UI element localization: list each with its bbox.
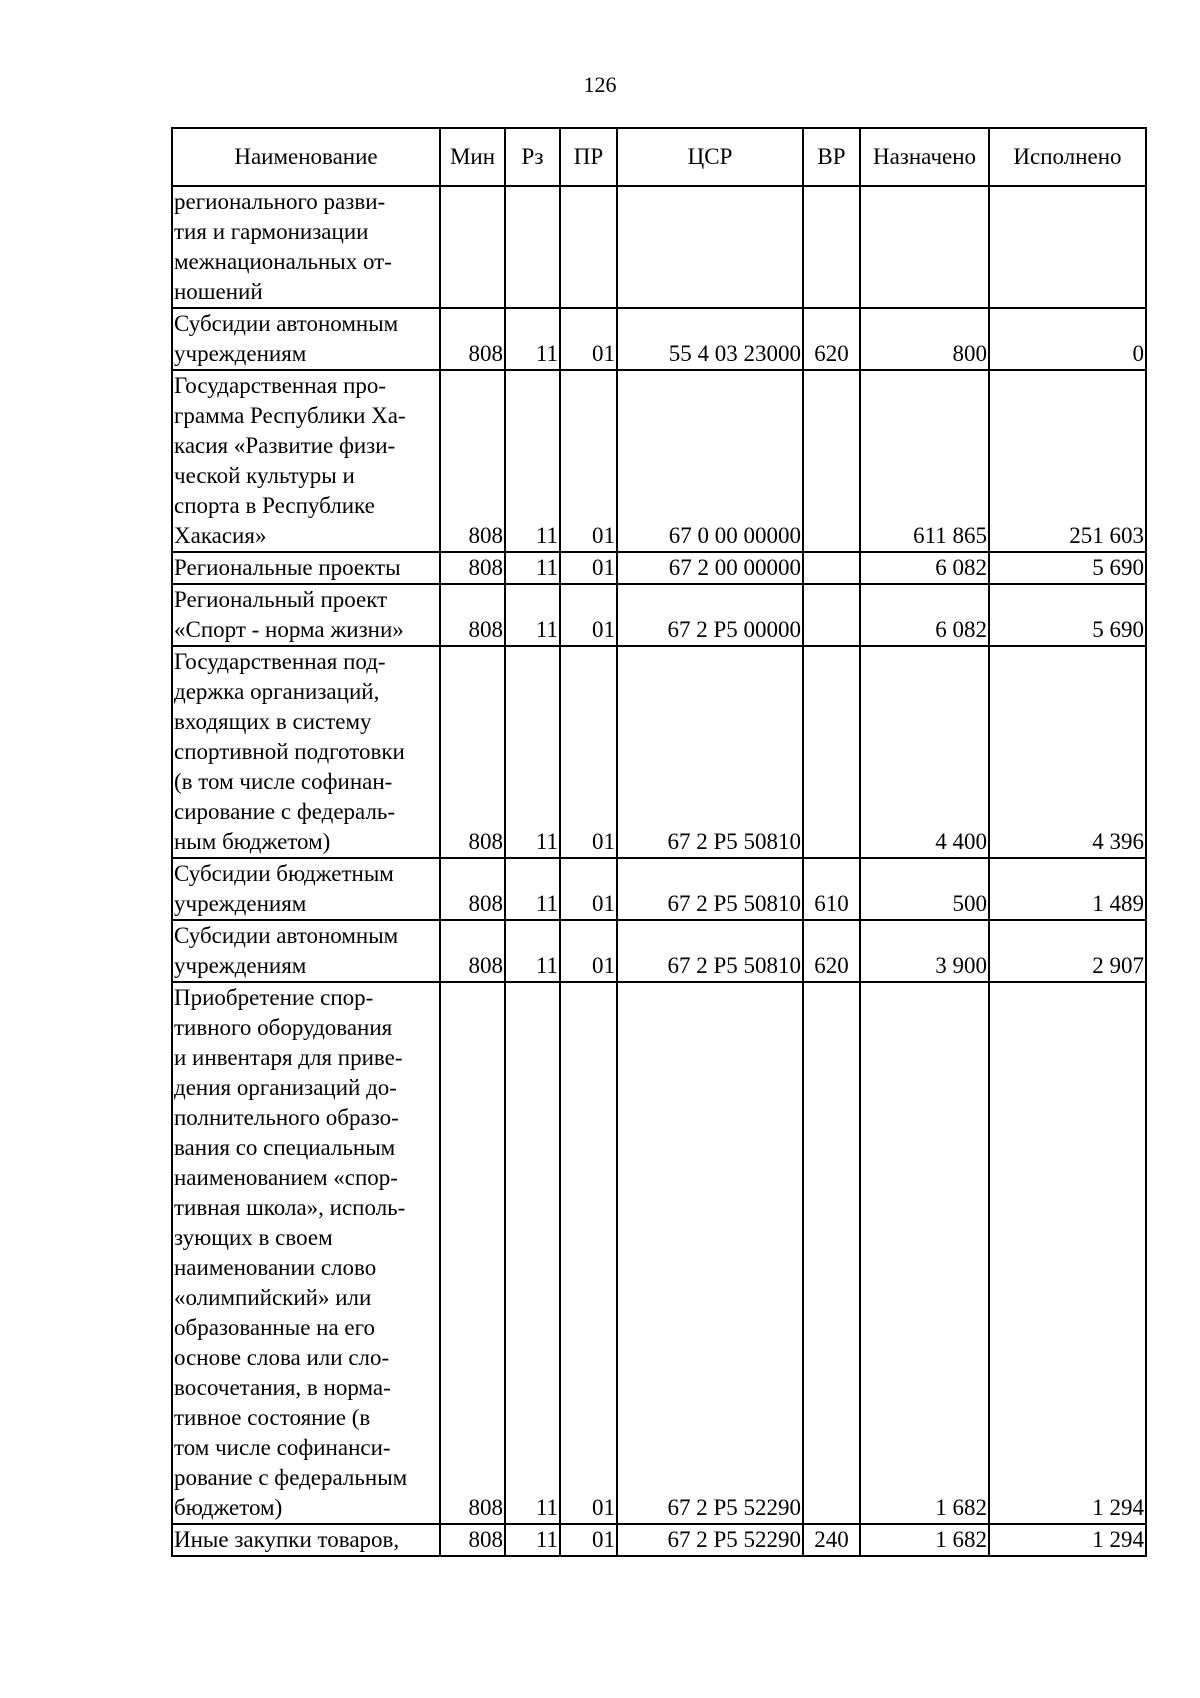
cell-vr xyxy=(803,584,860,646)
cell-pr: 01 xyxy=(560,308,617,370)
cell-assigned: 6 082 xyxy=(860,552,989,584)
header-name: Наименование xyxy=(172,128,440,186)
cell-vr xyxy=(803,370,860,552)
header-csr: ЦСР xyxy=(617,128,803,186)
cell-assigned: 500 xyxy=(860,858,989,920)
cell-executed: 1 294 xyxy=(989,1524,1146,1556)
cell-rz: 11 xyxy=(505,552,560,584)
cell-min: 808 xyxy=(440,646,505,858)
table-row xyxy=(172,920,1146,982)
cell-csr: 67 2 P5 00000 xyxy=(617,584,803,646)
cell-vr: 620 xyxy=(803,920,860,982)
cell-vr xyxy=(803,646,860,858)
cell-rz: 11 xyxy=(505,584,560,646)
cell-pr: 01 xyxy=(560,858,617,920)
table-row xyxy=(172,646,1146,858)
table-row xyxy=(172,308,1146,370)
cell-rz: 11 xyxy=(505,920,560,982)
cell-name: Приобретение спор- тивного оборудования и инвентаря для приве- дения организаций до- полнительного образо- вания со специальным наименованием «спор- тивная школа», исполь- зующих в своем наименовании слово «олимпийский» или образованные на его основе слова или сло- восочетания, в норма- тивное состояние (в том числе софинанси- рование с федеральным бюджетом) xyxy=(172,982,440,1524)
header-row xyxy=(172,128,1146,186)
cell-vr xyxy=(803,186,860,308)
header-rz: Рз xyxy=(505,128,560,186)
cell-name: регионального разви- тия и гармонизации межнациональных от- ношений xyxy=(172,186,440,308)
header-min: Мин xyxy=(440,128,505,186)
cell-assigned xyxy=(860,186,989,308)
cell-assigned: 4 400 xyxy=(860,646,989,858)
cell-rz xyxy=(505,186,560,308)
table-row xyxy=(172,552,1146,584)
cell-min: 808 xyxy=(440,1524,505,1556)
cell-name: Государственная про- грамма Республики Ха- касия «Развитие физи- ческой культуры и спорта в Республике Хакасия» xyxy=(172,370,440,552)
cell-executed xyxy=(989,186,1146,308)
cell-min xyxy=(440,186,505,308)
cell-assigned: 3 900 xyxy=(860,920,989,982)
cell-vr: 240 xyxy=(803,1524,860,1556)
table-row xyxy=(172,982,1146,1524)
cell-rz: 11 xyxy=(505,1524,560,1556)
cell-min: 808 xyxy=(440,920,505,982)
cell-rz: 11 xyxy=(505,982,560,1524)
cell-rz: 11 xyxy=(505,308,560,370)
cell-min: 808 xyxy=(440,552,505,584)
cell-csr: 67 2 00 00000 xyxy=(617,552,803,584)
cell-vr xyxy=(803,552,860,584)
cell-min: 808 xyxy=(440,982,505,1524)
cell-name: Субсидии автономным учреждениям xyxy=(172,920,440,982)
cell-min: 808 xyxy=(440,370,505,552)
cell-name: Региональные проекты xyxy=(172,552,440,584)
cell-name: Региональный проект «Спорт - норма жизни» xyxy=(172,584,440,646)
cell-csr xyxy=(617,186,803,308)
header-pr: ПР xyxy=(560,128,617,186)
cell-assigned: 1 682 xyxy=(860,1524,989,1556)
header-assigned: Назначено xyxy=(860,128,989,186)
cell-assigned: 800 xyxy=(860,308,989,370)
cell-pr: 01 xyxy=(560,1524,617,1556)
cell-name: Субсидии бюджетным учреждениям xyxy=(172,858,440,920)
cell-csr: 67 0 00 00000 xyxy=(617,370,803,552)
cell-vr: 610 xyxy=(803,858,860,920)
cell-executed: 251 603 xyxy=(989,370,1146,552)
table-row xyxy=(172,584,1146,646)
cell-name: Субсидии автономным учреждениям xyxy=(172,308,440,370)
cell-csr: 67 2 P5 52290 xyxy=(617,982,803,1524)
page-number: 126 xyxy=(583,72,617,97)
table-row xyxy=(172,186,1146,308)
cell-pr: 01 xyxy=(560,584,617,646)
cell-rz: 11 xyxy=(505,858,560,920)
header-vr: ВР xyxy=(803,128,860,186)
table-row xyxy=(172,1524,1146,1556)
cell-pr xyxy=(560,186,617,308)
header-executed: Исполнено xyxy=(989,128,1146,186)
cell-csr: 67 2 P5 52290 xyxy=(617,1524,803,1556)
cell-min: 808 xyxy=(440,584,505,646)
cell-min: 808 xyxy=(440,308,505,370)
cell-csr: 67 2 P5 50810 xyxy=(617,858,803,920)
cell-csr: 67 2 P5 50810 xyxy=(617,646,803,858)
table-row xyxy=(172,858,1146,920)
cell-executed: 1 294 xyxy=(989,982,1146,1524)
cell-assigned: 1 682 xyxy=(860,982,989,1524)
cell-assigned: 611 865 xyxy=(860,370,989,552)
cell-pr: 01 xyxy=(560,646,617,858)
cell-executed: 2 907 xyxy=(989,920,1146,982)
cell-assigned: 6 082 xyxy=(860,584,989,646)
cell-rz: 11 xyxy=(505,370,560,552)
cell-executed: 4 396 xyxy=(989,646,1146,858)
cell-rz: 11 xyxy=(505,646,560,858)
table-row xyxy=(172,370,1146,552)
cell-vr xyxy=(803,982,860,1524)
cell-name: Иные закупки товаров, xyxy=(172,1524,440,1556)
cell-executed: 5 690 xyxy=(989,584,1146,646)
cell-executed: 0 xyxy=(989,308,1146,370)
cell-pr: 01 xyxy=(560,982,617,1524)
budget-table xyxy=(171,127,1147,1557)
cell-csr: 67 2 P5 50810 xyxy=(617,920,803,982)
cell-vr: 620 xyxy=(803,308,860,370)
cell-min: 808 xyxy=(440,858,505,920)
cell-executed: 1 489 xyxy=(989,858,1146,920)
cell-csr: 55 4 03 23000 xyxy=(617,308,803,370)
cell-pr: 01 xyxy=(560,920,617,982)
cell-executed: 5 690 xyxy=(989,552,1146,584)
cell-name: Государственная под- держка организаций, входящих в систему спортивной подготовки (в том числе софинан- сирование с федераль- ным бюджетом) xyxy=(172,646,440,858)
cell-pr: 01 xyxy=(560,552,617,584)
cell-pr: 01 xyxy=(560,370,617,552)
